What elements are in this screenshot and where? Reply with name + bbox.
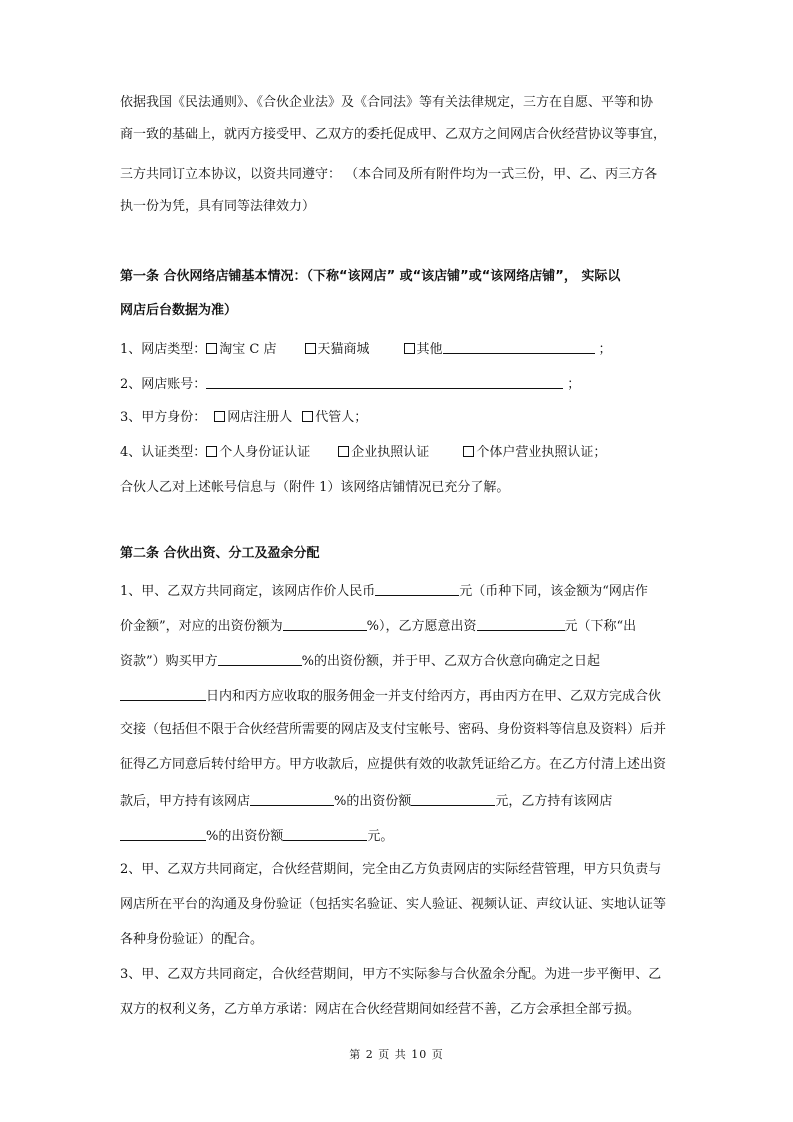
- paragraph-line: 3、甲、乙双方共同商定，合伙经营期间，甲方不实际参与合伙盈余分配。为进一步平衡甲、乙: [120, 967, 662, 982]
- option-enterprise: 企业执照认证: [351, 445, 430, 460]
- blank-field[interactable]: [411, 792, 495, 806]
- text: 价金额”，对应的出资份额为: [120, 619, 283, 634]
- page-number: 第 2 页 共 10 页: [349, 1048, 444, 1061]
- blank-field[interactable]: [120, 827, 206, 841]
- paragraph-line: 网店所在平台的沟通及身份验证（包括实名验证、实人验证、视频认证、声纹认证、实地认证等: [120, 897, 667, 912]
- identity-label: 3、甲方身份：: [120, 410, 207, 425]
- intro-line: 三方共同订立本协议，以资共同遵守： （本合同及所有附件均为一式三份，甲、乙、丙三方各: [120, 167, 658, 182]
- blank-field[interactable]: [206, 375, 563, 389]
- checkbox[interactable]: [463, 446, 474, 457]
- blank-field[interactable]: [443, 340, 595, 354]
- option-custodian: 代管人；: [315, 410, 368, 425]
- checkbox[interactable]: [206, 446, 217, 457]
- paragraph-line: 2、甲、乙双方共同商定，合伙经营期间，完全由乙方负责网店的实际经营管理，甲方只负责与: [120, 862, 662, 877]
- intro-line: 商一致的基础上，就丙方接受甲、乙双方的委托促成甲、乙双方之间网店合伙经营协议等事宜，: [120, 127, 667, 142]
- account-row: [120, 375, 580, 393]
- paragraph-line: [120, 687, 661, 705]
- blank-field[interactable]: [218, 652, 302, 666]
- cert-row: [120, 445, 606, 461]
- checkbox[interactable]: [302, 411, 313, 422]
- cert-label: 4、认证类型：: [120, 445, 207, 460]
- paragraph-line: [120, 792, 612, 810]
- checkbox[interactable]: [214, 411, 225, 422]
- article2-heading: 第二条 合伙出资、分工及盈余分配: [120, 546, 320, 561]
- paragraph-line: [120, 827, 393, 845]
- paragraph-line: 双方的权利义务，乙方单方承诺：网店在合伙经营期间如经营不善，乙方会承担全部亏损。: [120, 1002, 641, 1017]
- article1-heading: 网店后台数据为准）: [120, 303, 238, 318]
- text: 日内和丙方应收取的服务佣金一并支付给丙方，再由丙方在甲、乙双方完成合伙: [206, 689, 662, 704]
- text: 资款”）购买甲方: [120, 654, 218, 669]
- checkbox[interactable]: [206, 343, 217, 354]
- text: 元，乙方持有该网店: [495, 794, 613, 809]
- punctuation: ；: [567, 377, 581, 392]
- blank-field[interactable]: [120, 687, 206, 701]
- article1-heading: 第一条 合伙网络店铺基本情况：（下称“该网店” 或“该店铺”或“该网络店铺”， 实际以: [120, 269, 621, 284]
- text: %的出资份额，并于甲、乙双方合伙意向确定之日起: [301, 654, 601, 669]
- shop-type-label: 1、网店类型：: [120, 342, 207, 357]
- shop-type-row: [120, 340, 612, 358]
- text: 元（下称“出: [564, 619, 637, 634]
- text: %的出资份额: [334, 794, 412, 809]
- intro-line: 依据我国《民法通则》、《合伙企业法》及《合同法》等有关法律规定，三方在自愿、平等和协: [120, 95, 654, 110]
- blank-field[interactable]: [250, 792, 334, 806]
- option-registrant: 网店注册人: [227, 410, 293, 425]
- text: 1、甲、乙双方共同商定，该网店作价人民币: [120, 584, 376, 599]
- blank-field[interactable]: [283, 827, 367, 841]
- option-other: 其他: [416, 342, 443, 357]
- account-label: 2、网店账号：: [120, 377, 207, 392]
- blank-field[interactable]: [375, 582, 459, 596]
- punctuation: ；: [598, 342, 612, 357]
- checkbox[interactable]: [305, 343, 316, 354]
- text: 元。: [367, 829, 394, 844]
- option-taobao: 淘宝 C 店: [219, 342, 277, 357]
- paragraph-line: 征得乙方同意后转付给甲方。甲方收款后，应提供有效的收款凭证给乙方。在乙方付清上述出资: [120, 757, 667, 772]
- checkbox[interactable]: [338, 446, 349, 457]
- text: 款后，甲方持有该网店: [120, 794, 251, 809]
- option-tmall: 天猫商城: [317, 342, 370, 357]
- paragraph-line: [120, 652, 600, 670]
- text: %的出资份额: [206, 829, 284, 844]
- intro-line: 执一份为凭，具有同等法律效力）: [120, 199, 316, 214]
- text: %），乙方愿意出资: [366, 619, 477, 634]
- option-individual: 个体户营业执照认证；: [476, 445, 607, 460]
- article1-note: 合伙人乙对上述帐号信息与（附件 1）该网络店铺情况已充分了解。: [120, 480, 510, 495]
- paragraph-line: 交接（包括但不限于合伙经营所需要的网店及支付宝帐号、密码、身份资料等信息及资料）后并: [120, 722, 667, 737]
- paragraph-line: [120, 582, 648, 600]
- blank-field[interactable]: [283, 617, 367, 631]
- checkbox[interactable]: [404, 343, 415, 354]
- paragraph-line: 各种身份验证）的配合。: [120, 932, 264, 947]
- blank-field[interactable]: [477, 617, 565, 631]
- option-personal: 个人身份证认证: [219, 445, 311, 460]
- text: 元（币种下同，该金额为“网店作: [459, 584, 648, 599]
- paragraph-line: [120, 617, 636, 635]
- identity-row: [120, 410, 367, 426]
